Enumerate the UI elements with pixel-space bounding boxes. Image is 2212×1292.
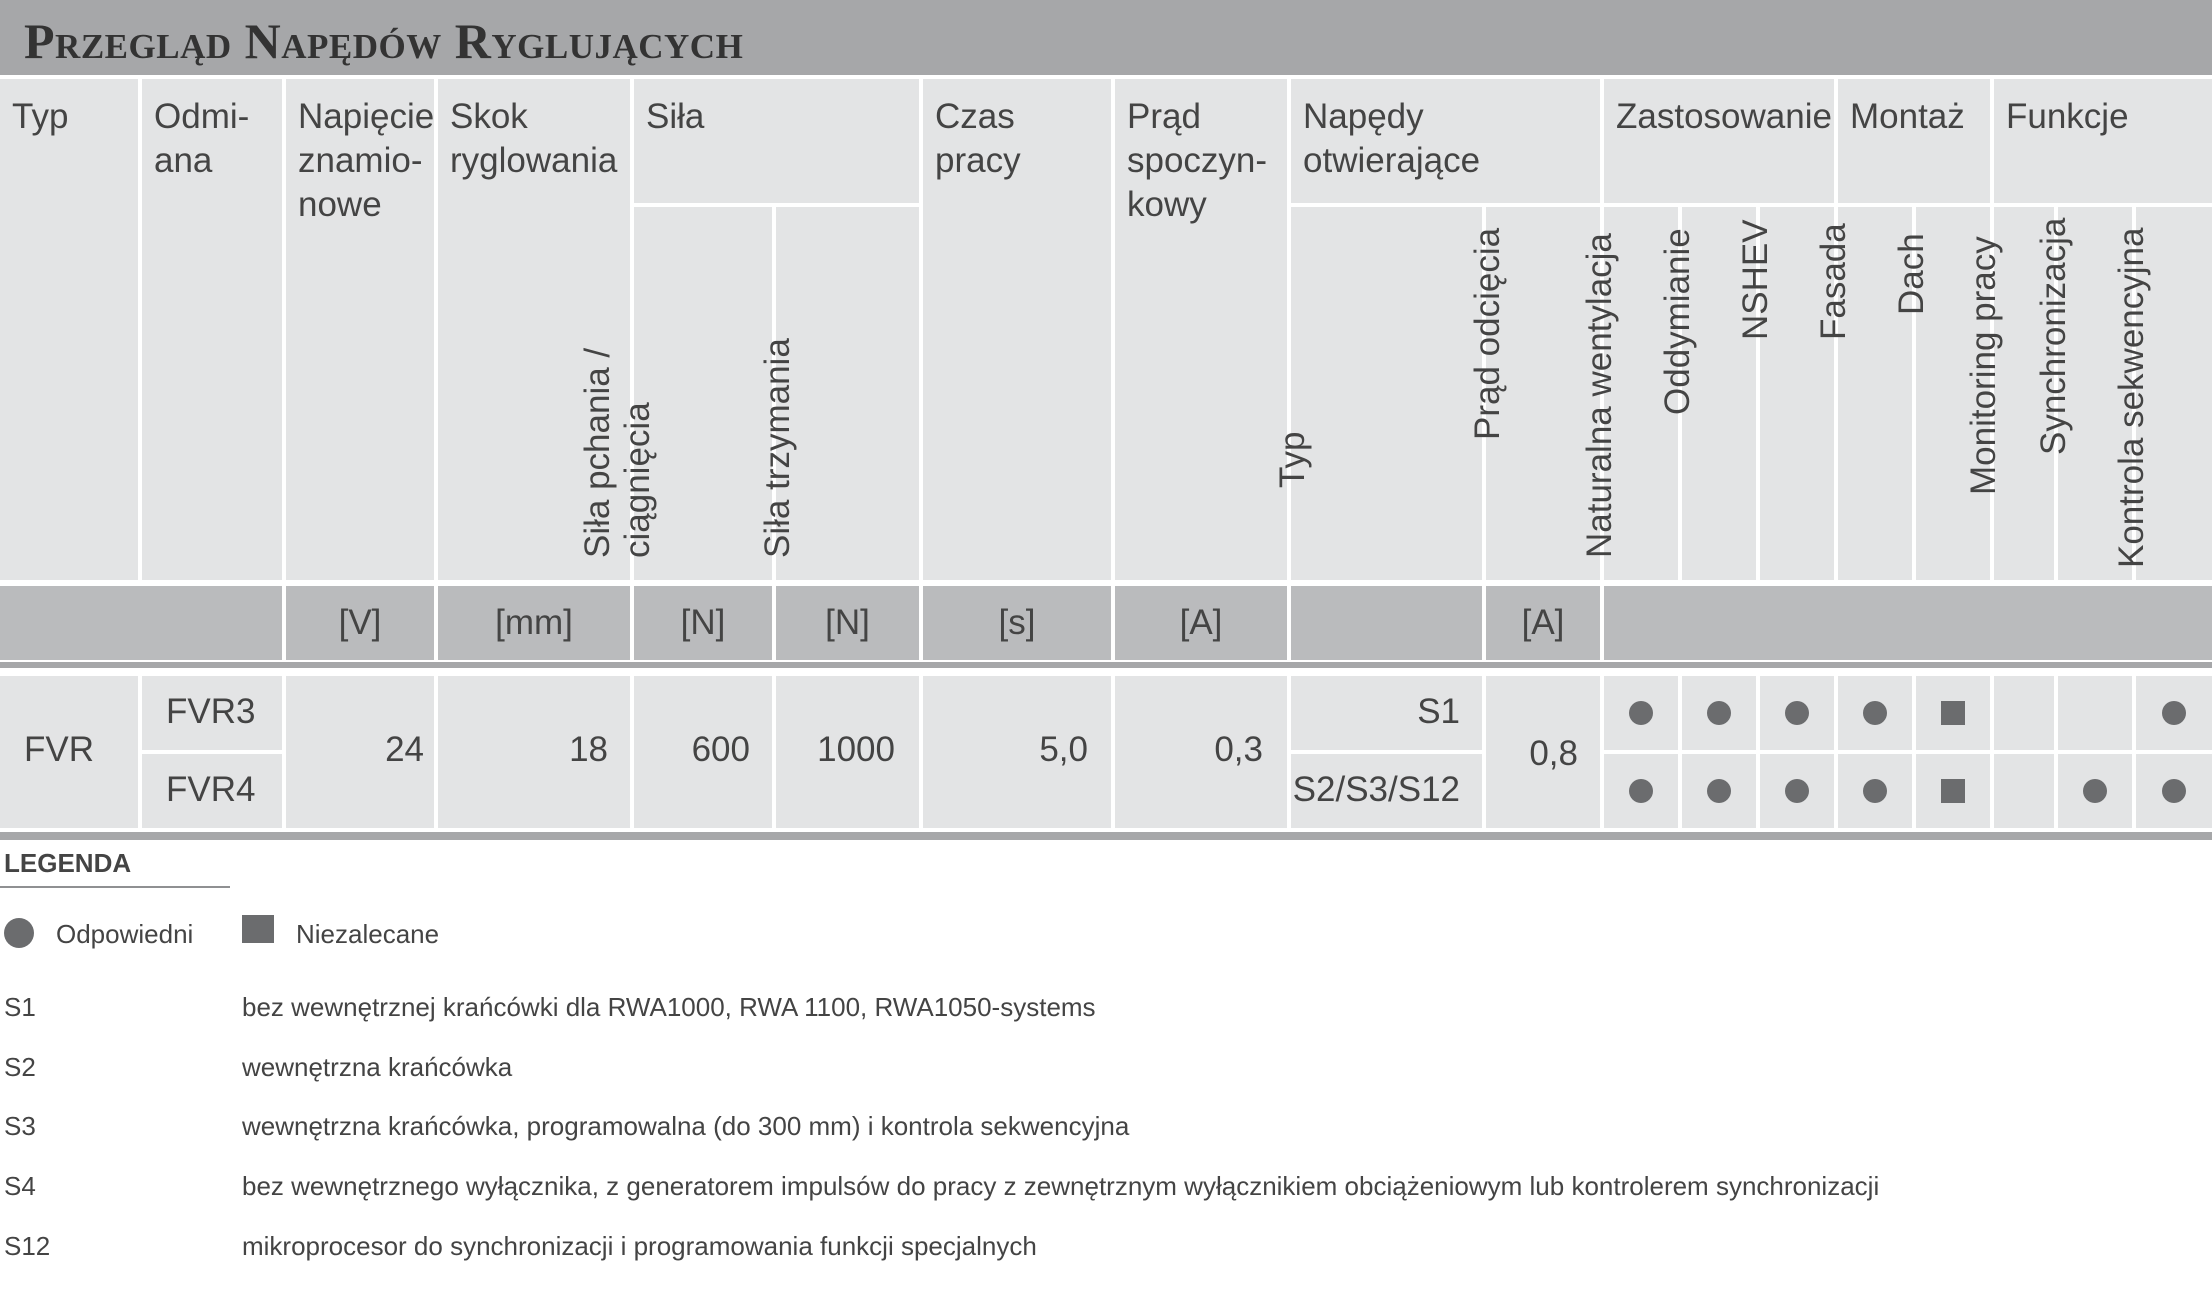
legend-text-s4: bez wewnętrznego wyłącznika, z generatorem impulsów do pracy z zewnętrznym wyłącznikiem obciążeniowym lub kontrolerem synchronizacji xyxy=(242,1171,1880,1201)
data-skok: 18 xyxy=(438,676,630,828)
suitable-dot-icon xyxy=(1707,701,1731,725)
header-funkcje: Funkcje xyxy=(1994,79,2212,203)
data-napedy-typ-2: S2/S3/S12 xyxy=(1291,754,1482,828)
data-typ: FVR xyxy=(0,676,138,828)
cell-r1-monitoring xyxy=(1994,676,2054,750)
cell-r2-kontrola xyxy=(2136,754,2212,828)
suitable-dot-icon xyxy=(1863,701,1887,725)
unit-prad: [A] xyxy=(1115,586,1287,660)
unit-napiecie: [V] xyxy=(286,586,434,660)
unit-czas: [s] xyxy=(923,586,1111,660)
unit-skok: [mm] xyxy=(438,586,630,660)
header-napedy: Napędy otwierające xyxy=(1291,79,1600,203)
header-prad: Prąd spoczyn- kowy xyxy=(1115,79,1287,580)
cell-r2-monitoring xyxy=(1994,754,2054,828)
suitable-dot-icon xyxy=(2162,779,2186,803)
data-prad: 0,3 xyxy=(1115,676,1287,828)
cell-r2-fasada xyxy=(1838,754,1912,828)
cell-r1-dach xyxy=(1916,676,1990,750)
legend-text-s3: wewnętrzna krańcówka, programowalna (do 300 mm) i kontrola sekwencyjna xyxy=(242,1111,1130,1141)
header-typ: Typ xyxy=(0,79,138,580)
suitable-dot-icon xyxy=(2083,779,2107,803)
data-odmiana-2: FVR4 xyxy=(142,754,282,828)
legend-title: LEGENDA xyxy=(4,848,132,878)
header-odmiana: Odmi- ana xyxy=(142,79,282,580)
data-sila-trzymania: 1000 xyxy=(776,676,919,828)
header-skok: Skok ryglowania xyxy=(438,79,630,580)
unit-empty-napedy-typ xyxy=(1291,586,1482,660)
unit-sila-pchania: [N] xyxy=(634,586,772,660)
data-napedy-typ-1: S1 xyxy=(1291,676,1482,750)
header-divider xyxy=(0,662,2212,668)
title-bar xyxy=(0,0,2212,75)
not-recommended-square-icon xyxy=(1941,779,1965,803)
data-odmiana-1: FVR3 xyxy=(142,676,282,750)
header-czas: Czas pracy xyxy=(923,79,1111,580)
unit-empty-left xyxy=(0,586,282,660)
header-sila-pchania: Siła pchania / ciągnięcia xyxy=(634,207,772,580)
table-bottom-bar xyxy=(0,832,2212,840)
legend-text-s12: mikroprocesor do synchronizacji i programowania funkcji specjalnych xyxy=(242,1231,1037,1261)
data-napiecie: 24 xyxy=(286,676,434,828)
header-synchronizacja: Synchronizacja xyxy=(2058,207,2132,580)
header-oddymianie: Oddymianie xyxy=(1682,207,1756,580)
filled-square-icon xyxy=(242,915,274,943)
unit-prad-odciecia: [A] xyxy=(1486,586,1600,660)
legend-text-s1: bez wewnętrznej krańcówki dla RWA1000, RWA 1100, RWA1050-systems xyxy=(242,992,1096,1022)
header-sila: Siła xyxy=(634,79,919,203)
legend-text-s2: wewnętrzna krańcówka xyxy=(242,1052,513,1082)
cell-r2-oddymianie xyxy=(1682,754,1756,828)
header-montaz: Montaż xyxy=(1838,79,1990,203)
suitable-dot-icon xyxy=(1629,701,1653,725)
suitable-dot-icon xyxy=(1863,779,1887,803)
data-czas: 5,0 xyxy=(923,676,1111,828)
cell-r2-synchronizacja xyxy=(2058,754,2132,828)
cell-r1-naturalna xyxy=(1604,676,1678,750)
suitable-dot-icon xyxy=(1629,779,1653,803)
cell-r1-synchronizacja xyxy=(2058,676,2132,750)
cell-r1-kontrola xyxy=(2136,676,2212,750)
header-napedy-typ: Typ xyxy=(1291,207,1482,580)
filled-circle-icon xyxy=(4,918,34,948)
unit-empty-right xyxy=(1604,586,2212,660)
legend-not-recommended-label: Niezalecane xyxy=(296,919,440,949)
legend-suitable-label: Odpowiedni xyxy=(56,919,194,949)
data-sila-pchania: 600 xyxy=(634,676,772,828)
header-dach: Dach xyxy=(1916,207,1990,580)
unit-sila-trzymania: [N] xyxy=(776,586,919,660)
legend-code-s3: S3 xyxy=(4,1111,36,1141)
header-napiecie: Napięcie znamio- nowe xyxy=(286,79,434,580)
data-prad-odciecia: 0,8 xyxy=(1486,676,1600,828)
header-zastosowanie: Zastosowanie xyxy=(1604,79,1834,203)
suitable-dot-icon xyxy=(2162,701,2186,725)
suitable-dot-icon xyxy=(1785,701,1809,725)
header-kontrola: Kontrola sekwencyjna xyxy=(2136,207,2212,580)
cell-r1-oddymianie xyxy=(1682,676,1756,750)
legend-code-s12: S12 xyxy=(4,1231,51,1261)
cell-r1-fasada xyxy=(1838,676,1912,750)
header-fasada: Fasada xyxy=(1838,207,1912,580)
suitable-dot-icon xyxy=(1785,779,1809,803)
legend-code-s4: S4 xyxy=(4,1171,36,1201)
cell-r2-naturalna xyxy=(1604,754,1678,828)
header-nshev: NSHEV xyxy=(1760,207,1834,580)
not-recommended-square-icon xyxy=(1941,701,1965,725)
page-title: Przegląd Napędów Ryglujących xyxy=(24,13,744,69)
header-sila-trzymania: Siła trzymania xyxy=(776,207,919,580)
header-naturalna: Naturalna wentylacja xyxy=(1604,207,1678,580)
legend-code-s1: S1 xyxy=(4,992,36,1022)
cell-r2-dach xyxy=(1916,754,1990,828)
header-prad-odciecia: Prąd odcięcia xyxy=(1486,207,1600,580)
legend-underline xyxy=(0,886,230,888)
header-monitoring: Monitoring pracy xyxy=(1994,207,2054,580)
suitable-dot-icon xyxy=(1707,779,1731,803)
cell-r1-nshev xyxy=(1760,676,1834,750)
legend-code-s2: S2 xyxy=(4,1052,36,1082)
cell-r2-nshev xyxy=(1760,754,1834,828)
